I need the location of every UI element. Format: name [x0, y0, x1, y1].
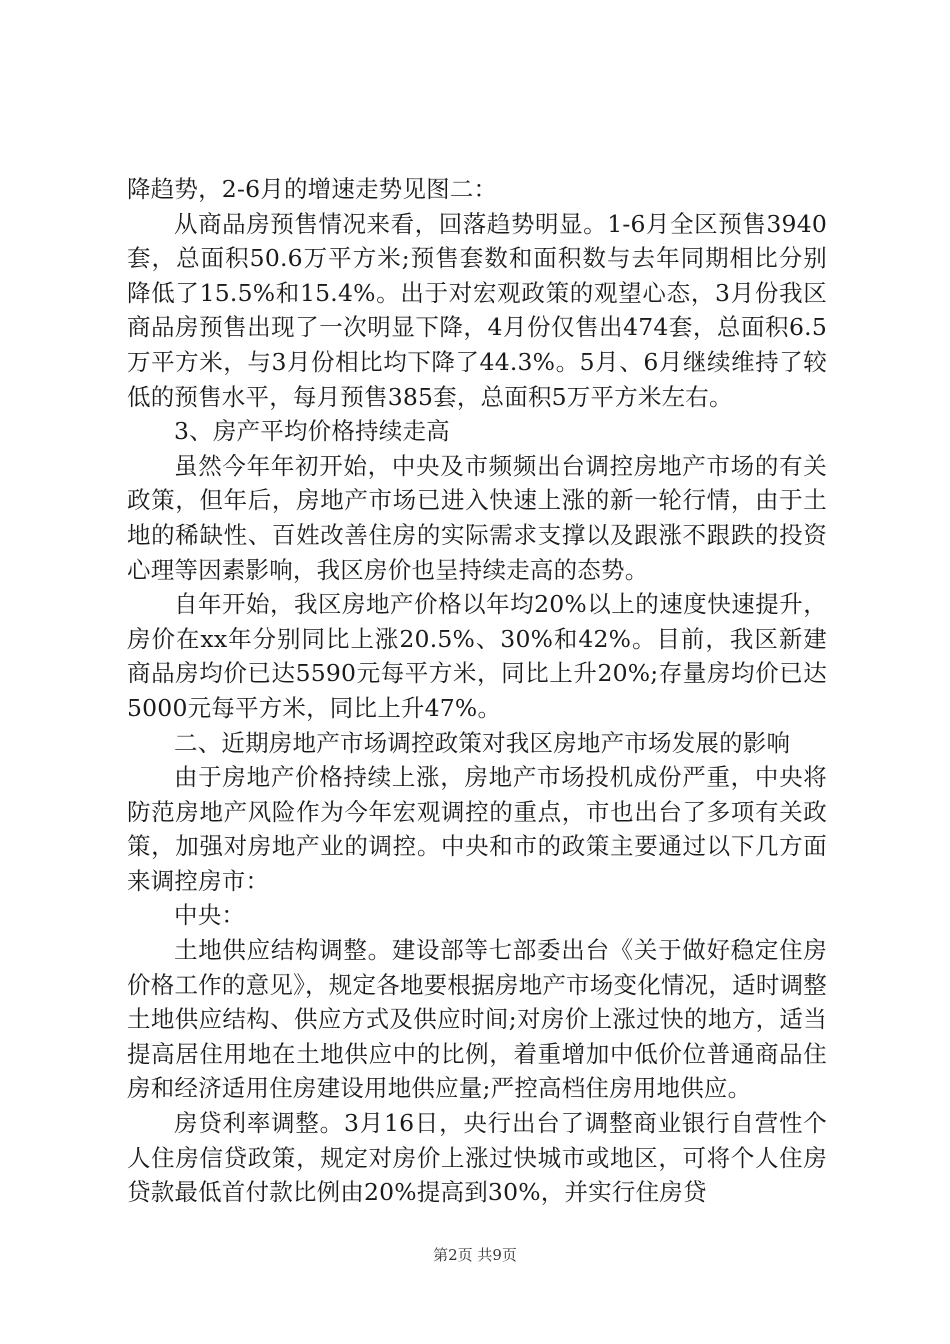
- section-heading-policy: 二、近期房地产市场调控政策对我区房地产市场发展的影响: [174, 728, 791, 757]
- paragraph-2: 从商品房预售情况来看，回落趋势明显。1-6月全区预售3940套，总面积50.6万平方米;预售套数和面积数与去年同期相比分别降低了15.5%和15.4%。出于对宏观政策的观望心态，3月份我区商品房预售出现了一次明显下降，4月份仅售出474套，总面积6.5万平方米，与3月份相比均下降了44.3%。5月、6月继续维持了较低的预售水平，每月预售385套，总面积5万平方米左右。: [127, 209, 827, 411]
- document-body: [127, 172, 827, 1210]
- paragraph-1: 降趋势，2-6月的增速走势见图二：: [127, 175, 498, 203]
- section-heading-price: 3、房产平均价格持续走高: [174, 417, 450, 446]
- paragraph-4: 虽然今年年初开始，中央及市频频出台调控房地产市场的有关政策，但年后，房地产市场已进入快速上涨的新一轮行情，由于土地的稀缺性、百姓改善住房的实际需求支撑以及跟涨不跟跌的投资心理等因素影响，我区房价也呈持续走高的态势。: [127, 451, 827, 584]
- paragraph-9: 土地供应结构调整。建设部等七部委出台《关于做好稳定住房价格工作的意见》，规定各地要根据房地产市场变化情况，适时调整土地供应结构、供应方式及供应时间;对房价上涨过快的地方，适当提高居住用地在土地供应中的比例，着重增加中低价位普通商品住房和经济适用住房建设用地供应量;严控高档住房用地供应。: [127, 936, 827, 1103]
- page-number-footer: 第2页 共9页: [433, 1246, 517, 1264]
- subheading-central: 中央：: [174, 901, 246, 930]
- paragraph-7: 由于房地产价格持续上涨，房地产市场投机成份严重，中央将防范房地产风险作为今年宏观调控的重点，市也出台了多项有关政策，加强对房地产业的调控。中央和市的政策主要通过以下几方面来调控房市：: [127, 763, 827, 895]
- paragraph-10: 房贷利率调整。3月16日，央行出台了调整商业银行自营性个人住房信贷政策，规定对房价上涨过快城市或地区，可将个人住房贷款最低首付款比例由20%提高到30%，并实行住房贷: [127, 1109, 827, 1207]
- paragraph-5: 自年开始，我区房地产价格以年均20%以上的速度快速提升，房价在xx年分别同比上涨20.5%、30%和42%。目前，我区新建商品房均价已达5590元每平方米，同比上升20%;存量房均价已达5000元每平方米，同比上升47%。: [127, 590, 827, 722]
